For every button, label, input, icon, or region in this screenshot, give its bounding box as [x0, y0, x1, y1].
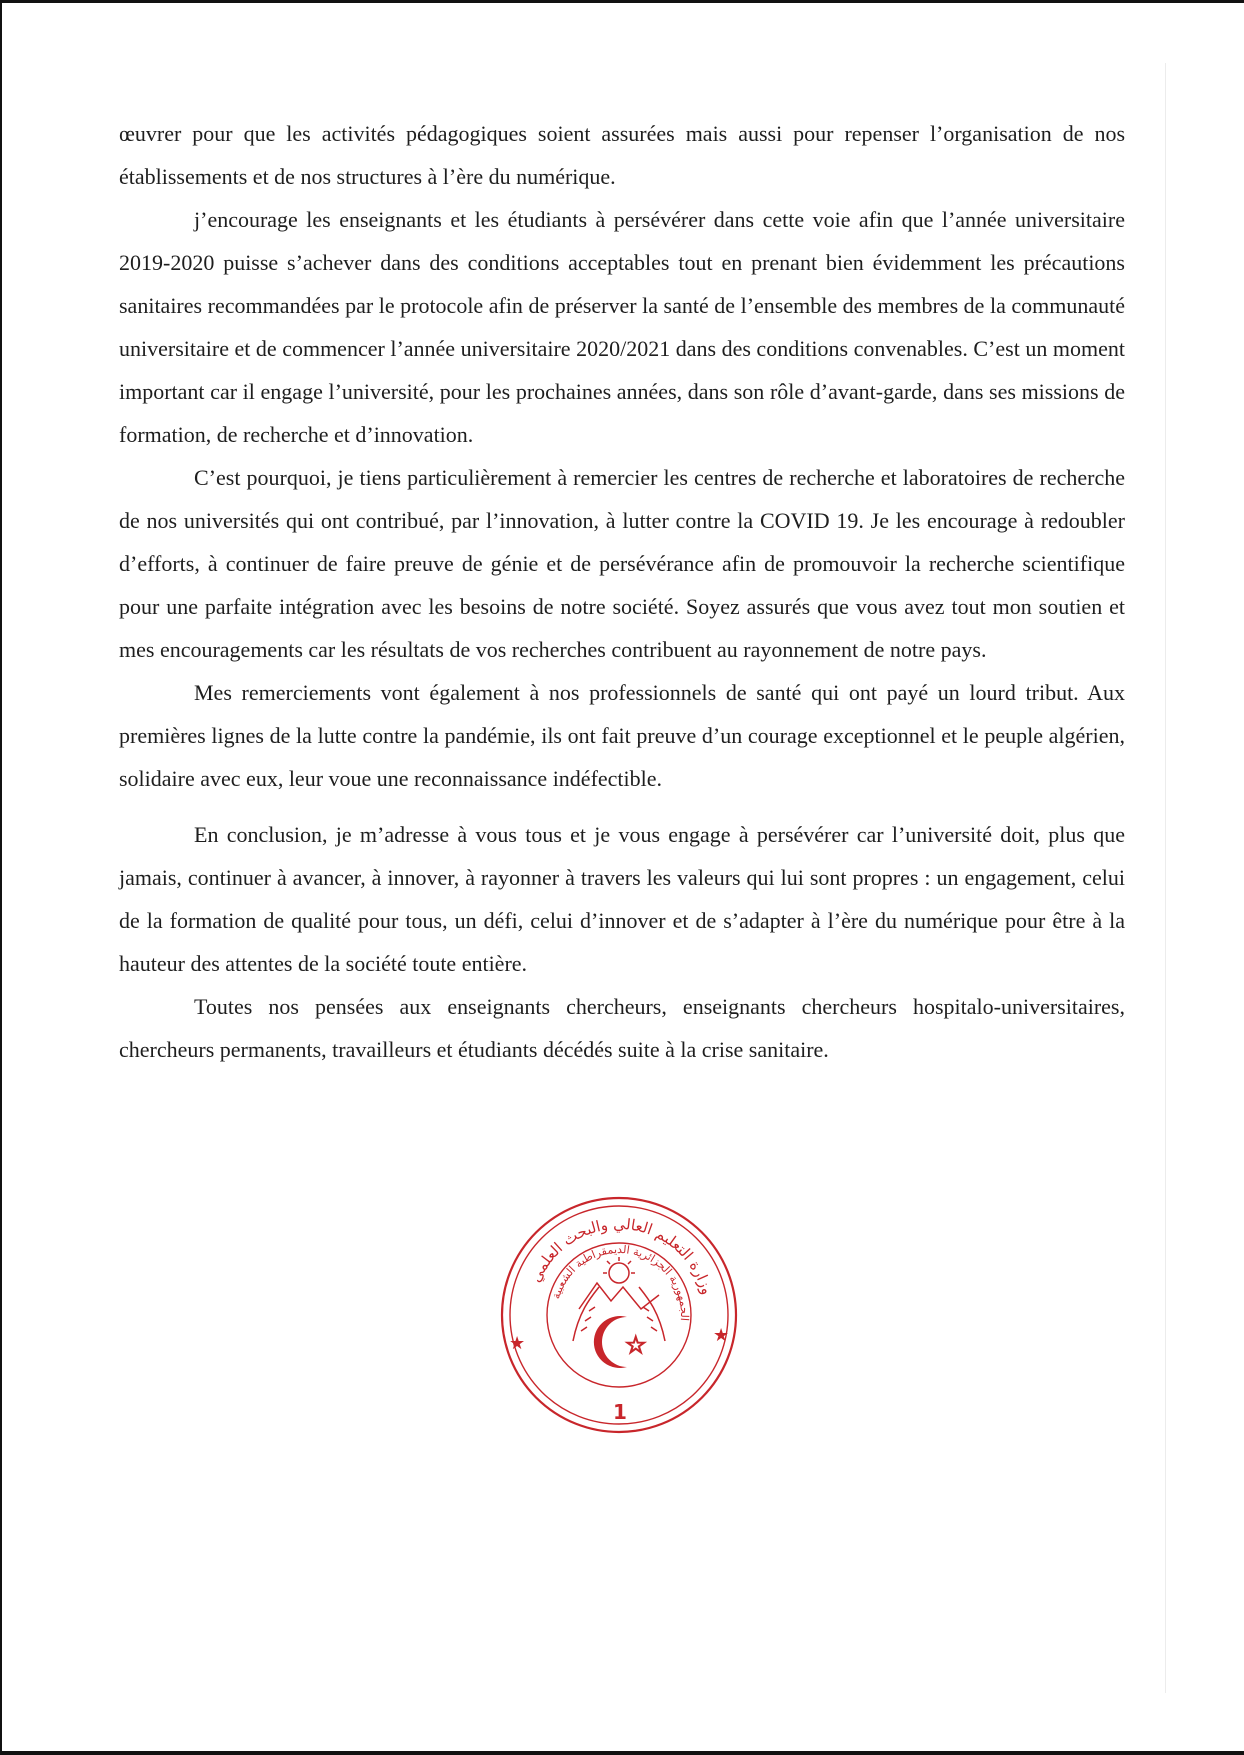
crescent-icon [594, 1316, 627, 1368]
paragraph-research-thanks: C’est pourquoi, je tiens particulièrement à remercier les centres de recherche et laboratoires de recherche de nos universités qui ont contribué, par l’innovation, à lutter contre la COVID 19. Je les encourage à redoubler d’efforts, à continuer de faire preuve de génie et de persévérance afin de promouvoir la recherche scientifique pour une parfaite intégration avec les besoins de notre société. Soyez assurés que vous avez tout mon soutien et mes encouragements car les résultats de vos recherches contribuent au rayonnement de notre pays. [119, 465, 1125, 662]
seal-star-icon: ★ [509, 1333, 526, 1354]
emblem-star-icon: ☆ [625, 1331, 647, 1359]
paragraph-continuation: œuvrer pour que les activités pédagogiques soient assurées mais aussi pour repenser l’organisation de nos établissements et de nos structures à l’ère du numérique. [119, 121, 1125, 189]
seal-graphic [495, 1191, 743, 1439]
scan-edge-line [1165, 63, 1166, 1693]
seal-outer-ring [502, 1198, 736, 1432]
emblem-icon [573, 1257, 665, 1341]
paragraph-conclusion: En conclusion, je m’adresse à vous tous et je vous engage à persévérer car l’université doit, plus que jamais, continuer à avancer, à innover, à rayonner à travers les valeurs qui lui sont propres : un engagement, celui de la formation de qualité pour tous, un défi, celui d’innover et de s’adapter à l’ère du numérique pour être à la hauteur des attentes de la société toute entière. [119, 822, 1125, 976]
seal-inner-text: الجمهورية الجزائرية الديمقراطية الشعبية [549, 1242, 692, 1322]
paragraph-health-thanks: Mes remerciements vont également à nos professionnels de santé qui ont payé un lourd tribut. Aux premières lignes de la lutte contre la pandémie, ils ont fait preuve d’un courage exceptionnel et le peuple algérien, solidaire avec eux, leur voue une reconnaissance indéfectible. [119, 680, 1125, 791]
paragraph-condolences: Toutes nos pensées aux enseignants chercheurs, enseignants chercheurs hospitalo-universitaires, chercheurs permanents, travailleurs et étudiants décédés suite à la crise sanitaire. [119, 994, 1125, 1062]
seal-ring-text: وزارة التعليم العالي والبحث العلمي [526, 1214, 717, 1297]
official-seal [495, 1191, 743, 1439]
seal-inner-ring [510, 1206, 728, 1424]
letter-body [119, 112, 1125, 1071]
seal-star-icon: ★ [713, 1325, 730, 1346]
paragraph-encouragement: j’encourage les enseignants et les étudiants à persévérer dans cette voie afin que l’année universitaire 2019-2020 puisse s’achever dans des conditions acceptables tout en prenant bien évidemment les précautions sanitaires recommandées par le protocole afin de préserver la santé de l’ensemble des membres de la communauté universitaire et de commencer l’année universitaire 2020/2021 dans des conditions convenables. C’est un moment important car il engage l’université, pour les prochaines années, dans son rôle d’avant-garde, dans ses missions de formation, de recherche et d’innovation. [119, 207, 1125, 447]
seal-number: 1 [613, 1400, 627, 1424]
